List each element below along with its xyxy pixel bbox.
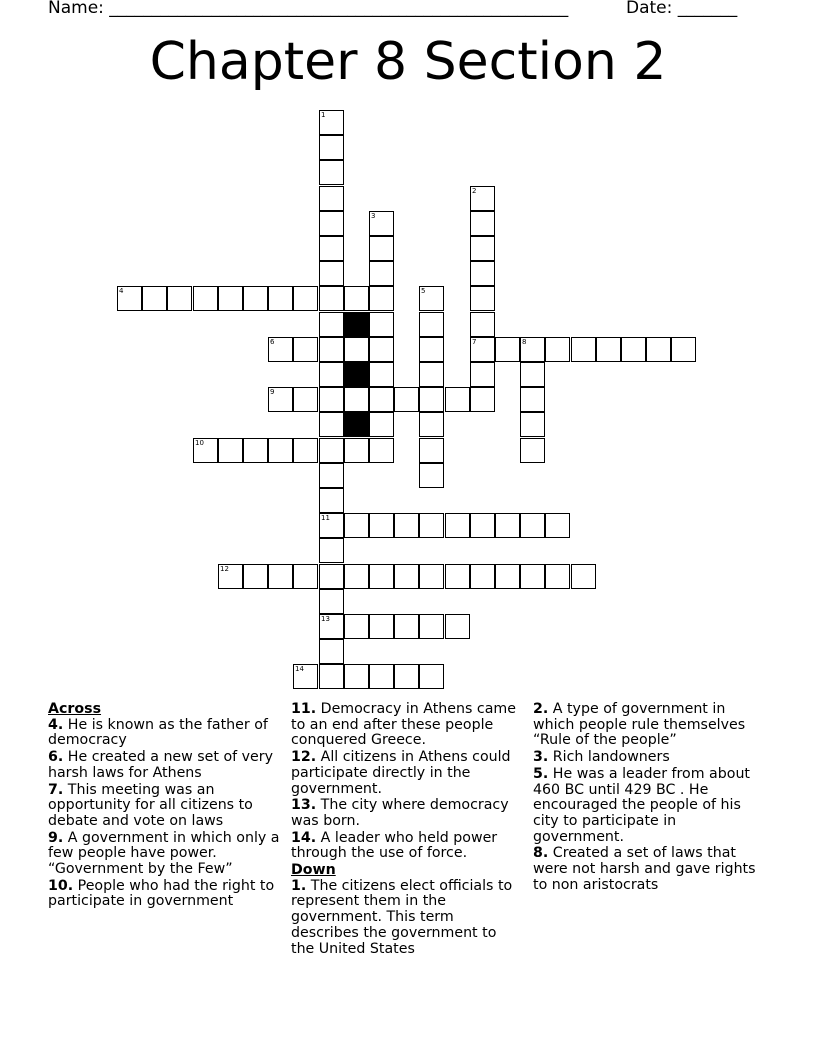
crossword-cell[interactable] — [319, 463, 344, 488]
crossword-cell[interactable] — [369, 286, 394, 311]
crossword-cell[interactable] — [369, 337, 394, 362]
crossword-cell[interactable] — [369, 513, 394, 538]
crossword-cell[interactable] — [344, 564, 369, 589]
crossword-cell[interactable] — [369, 564, 394, 589]
crossword-cell[interactable] — [369, 312, 394, 337]
clue-number: 8. — [533, 845, 549, 862]
crossword-cell[interactable] — [268, 387, 293, 412]
crossword-cell[interactable] — [319, 438, 344, 463]
across-clue — [291, 750, 523, 797]
crossword-cell[interactable] — [319, 160, 344, 185]
date-label: Date: — [626, 0, 673, 18]
down-clue — [533, 750, 765, 766]
down-clue — [533, 702, 765, 749]
crossword-cell[interactable] — [571, 337, 596, 362]
crossword-cell[interactable] — [470, 286, 495, 311]
crossword-cell[interactable] — [470, 337, 495, 362]
crossword-cell[interactable] — [167, 286, 192, 311]
crossword-cell[interactable] — [293, 337, 318, 362]
clues-column-2 — [291, 702, 523, 958]
clue-number-label: 14 — [295, 665, 304, 673]
clue-number: 14. — [291, 829, 317, 846]
crossword-cell[interactable] — [319, 286, 344, 311]
crossword-black-cell — [344, 412, 369, 437]
crossword-cell[interactable] — [319, 538, 344, 563]
crossword-cell[interactable] — [319, 337, 344, 362]
across-clue — [48, 750, 280, 781]
crossword-cell[interactable] — [319, 135, 344, 160]
crossword-cell[interactable] — [344, 337, 369, 362]
page-title: Chapter 8 Section 2 — [149, 32, 667, 92]
crossword-cell[interactable] — [319, 513, 344, 538]
crossword-cell[interactable] — [193, 438, 218, 463]
clue-number-label: 3 — [371, 212, 376, 220]
crossword-cell[interactable] — [545, 337, 570, 362]
crossword-cell[interactable] — [293, 564, 318, 589]
crossword-cell[interactable] — [319, 261, 344, 286]
clue-number-label: 5 — [421, 287, 426, 295]
crossword-cell[interactable] — [344, 438, 369, 463]
clue-text: Created a set of laws that were not harsh and gave rights to non aristocrats — [533, 845, 756, 893]
crossword-cell[interactable] — [520, 337, 545, 362]
crossword-cell[interactable] — [344, 664, 369, 689]
clue-number-label: 11 — [321, 514, 330, 522]
crossword-cell[interactable] — [596, 337, 621, 362]
crossword-cell[interactable] — [571, 564, 596, 589]
crossword-cell[interactable] — [394, 513, 419, 538]
crossword-cell[interactable] — [319, 664, 344, 689]
crossword-cell[interactable] — [117, 286, 142, 311]
clue-number: 11. — [291, 701, 317, 717]
name-line: ______________________________________________________ — [109, 0, 569, 18]
clue-number: 3. — [533, 749, 549, 766]
crossword-cell[interactable] — [646, 337, 671, 362]
clue-text: A type of government in which people rule themselves “Rule of the people” — [533, 701, 746, 749]
clue-number-label: 4 — [119, 287, 124, 295]
crossword-cell[interactable] — [369, 211, 394, 236]
crossword-cell[interactable] — [369, 261, 394, 286]
crossword-cell[interactable] — [293, 387, 318, 412]
crossword-cell[interactable] — [520, 362, 545, 387]
crossword-cell[interactable] — [218, 438, 243, 463]
crossword-cell[interactable] — [470, 261, 495, 286]
clue-text: He was a leader from about 460 BC until 429 BC . He encouraged the people of his city to participate in government. — [533, 765, 750, 845]
name-label: Name: — [48, 0, 104, 18]
crossword-cell[interactable] — [369, 236, 394, 261]
clue-number: 9. — [48, 829, 64, 846]
crossword-cell[interactable] — [268, 438, 293, 463]
across-clue — [48, 783, 280, 830]
crossword-cell[interactable] — [369, 664, 394, 689]
crossword-cell[interactable] — [319, 412, 344, 437]
clue-text: This meeting was an opportunity for all citizens to debate and vote on laws — [48, 781, 253, 829]
clue-number-label: 9 — [270, 388, 275, 396]
crossword-cell[interactable] — [243, 564, 268, 589]
crossword-cell[interactable] — [319, 312, 344, 337]
crossword-cell[interactable] — [319, 362, 344, 387]
crossword-cell[interactable] — [520, 438, 545, 463]
crossword-cell[interactable] — [319, 564, 344, 589]
crossword-cell[interactable] — [419, 463, 444, 488]
crossword-cell[interactable] — [243, 286, 268, 311]
crossword-cell[interactable] — [394, 387, 419, 412]
crossword-cell[interactable] — [470, 312, 495, 337]
clue-text: The city where democracy was born. — [291, 797, 509, 829]
crossword-cell[interactable] — [419, 513, 444, 538]
clue-text: A government in which only a few people have power. “Government by the Few” — [48, 829, 280, 878]
clue-text: Democracy in Athens came to an end after these people conquered Greece. — [291, 701, 516, 749]
crossword-cell[interactable] — [419, 286, 444, 311]
across-clue — [291, 798, 523, 829]
crossword-cell[interactable] — [470, 387, 495, 412]
crossword-cell[interactable] — [445, 387, 470, 412]
clue-number: 12. — [291, 749, 317, 766]
crossword-cell[interactable] — [344, 614, 369, 639]
clue-number: 13. — [291, 797, 317, 814]
down-clue — [533, 846, 765, 893]
clue-number-label: 1 — [321, 111, 326, 119]
clue-number: 2. — [533, 701, 549, 717]
crossword-black-cell — [344, 362, 369, 387]
clue-text: Rich landowners — [552, 749, 670, 766]
crossword-cell[interactable] — [369, 362, 394, 387]
crossword-cell[interactable] — [419, 362, 444, 387]
crossword-cell[interactable] — [369, 614, 394, 639]
crossword-cell[interactable] — [621, 337, 646, 362]
crossword-cell[interactable] — [268, 337, 293, 362]
crossword-cell[interactable] — [495, 513, 520, 538]
clue-number-label: 8 — [522, 338, 527, 346]
clue-text: He is known as the father of democracy — [48, 716, 268, 749]
crossword-cell[interactable] — [520, 387, 545, 412]
crossword-cell[interactable] — [419, 564, 444, 589]
crossword-cell[interactable] — [545, 513, 570, 538]
crossword-cell[interactable] — [319, 387, 344, 412]
crossword-cell[interactable] — [419, 664, 444, 689]
crossword-cell[interactable] — [445, 513, 470, 538]
crossword-cell[interactable] — [470, 186, 495, 211]
clue-number: 6. — [48, 749, 64, 766]
date-line: _______ — [677, 0, 738, 18]
clue-number: 10. — [48, 877, 74, 894]
across-clue — [48, 879, 280, 910]
clues-column-3 — [533, 702, 765, 894]
clue-number: 5. — [533, 765, 549, 782]
crossword-cell[interactable] — [470, 236, 495, 261]
across-clue — [48, 831, 280, 878]
down-clue — [533, 767, 765, 846]
crossword-cell[interactable] — [344, 513, 369, 538]
crossword-cell[interactable] — [319, 186, 344, 211]
crossword-cell[interactable] — [495, 564, 520, 589]
crossword-cell[interactable] — [394, 614, 419, 639]
crossword-cell[interactable] — [419, 438, 444, 463]
crossword-cell[interactable] — [193, 286, 218, 311]
crossword-black-cell — [344, 312, 369, 337]
crossword-cell[interactable] — [671, 337, 696, 362]
clue-text: A leader who held power through the use of force. — [291, 829, 498, 862]
clue-text: The citizens elect officials to represent them in the government. This term describes the government to the United States — [291, 877, 513, 957]
crossword-cell[interactable] — [319, 614, 344, 639]
crossword-cell[interactable] — [293, 286, 318, 311]
clue-number-label: 7 — [472, 338, 477, 346]
clue-number-label: 2 — [472, 187, 477, 195]
crossword-cell[interactable] — [419, 337, 444, 362]
across-clue — [291, 831, 523, 862]
crossword-cell[interactable] — [394, 664, 419, 689]
crossword-cell[interactable] — [419, 312, 444, 337]
crossword-cell[interactable] — [394, 564, 419, 589]
crossword-cell[interactable] — [470, 211, 495, 236]
crossword-cell[interactable] — [520, 412, 545, 437]
crossword-cell[interactable] — [470, 564, 495, 589]
crossword-cell[interactable] — [319, 589, 344, 614]
crossword-cell[interactable] — [369, 412, 394, 437]
crossword-cell[interactable] — [545, 564, 570, 589]
clue-number: 7. — [48, 781, 64, 798]
clue-number-label: 12 — [220, 565, 229, 573]
crossword-cell[interactable] — [319, 488, 344, 513]
clue-text: He created a new set of very harsh laws for Athens — [48, 749, 274, 781]
crossword-cell[interactable] — [293, 664, 318, 689]
crossword-cell[interactable] — [419, 614, 444, 639]
clue-number-label: 13 — [321, 615, 330, 623]
crossword-cell[interactable] — [142, 286, 167, 311]
crossword-cell[interactable] — [319, 639, 344, 664]
down-clue — [291, 879, 523, 958]
across-clue — [48, 718, 280, 749]
crossword-cell[interactable] — [344, 286, 369, 311]
clue-number-label: 6 — [270, 338, 275, 346]
crossword-cell[interactable] — [369, 438, 394, 463]
clue-number: 1. — [291, 877, 307, 894]
crossword-cell[interactable] — [445, 614, 470, 639]
crossword-cell[interactable] — [218, 564, 243, 589]
crossword-cell[interactable] — [445, 564, 470, 589]
crossword-cell[interactable] — [495, 337, 520, 362]
crossword-cell[interactable] — [218, 286, 243, 311]
clue-text: All citizens in Athens could participate directly in the government. — [291, 749, 511, 797]
crossword-cell[interactable] — [268, 286, 293, 311]
crossword-cell[interactable] — [520, 564, 545, 589]
down-heading: Down — [291, 862, 336, 879]
crossword-cell[interactable] — [470, 362, 495, 387]
clues-column-1 — [48, 702, 280, 911]
clue-text: People who had the right to participate in government — [48, 877, 275, 910]
across-clue — [291, 702, 523, 749]
crossword-cell[interactable] — [243, 438, 268, 463]
crossword-cell[interactable] — [419, 412, 444, 437]
crossword-cell[interactable] — [419, 387, 444, 412]
crossword-cell[interactable] — [293, 438, 318, 463]
across-heading: Across — [48, 701, 102, 717]
crossword-cell[interactable] — [319, 211, 344, 236]
crossword-cell[interactable] — [470, 513, 495, 538]
crossword-cell[interactable] — [268, 564, 293, 589]
crossword-cell[interactable] — [319, 110, 344, 135]
crossword-cell[interactable] — [319, 236, 344, 261]
clue-number-label: 10 — [195, 439, 204, 447]
crossword-cell[interactable] — [369, 387, 394, 412]
crossword-cell[interactable] — [344, 387, 369, 412]
crossword-cell[interactable] — [520, 513, 545, 538]
clue-number: 4. — [48, 716, 64, 733]
